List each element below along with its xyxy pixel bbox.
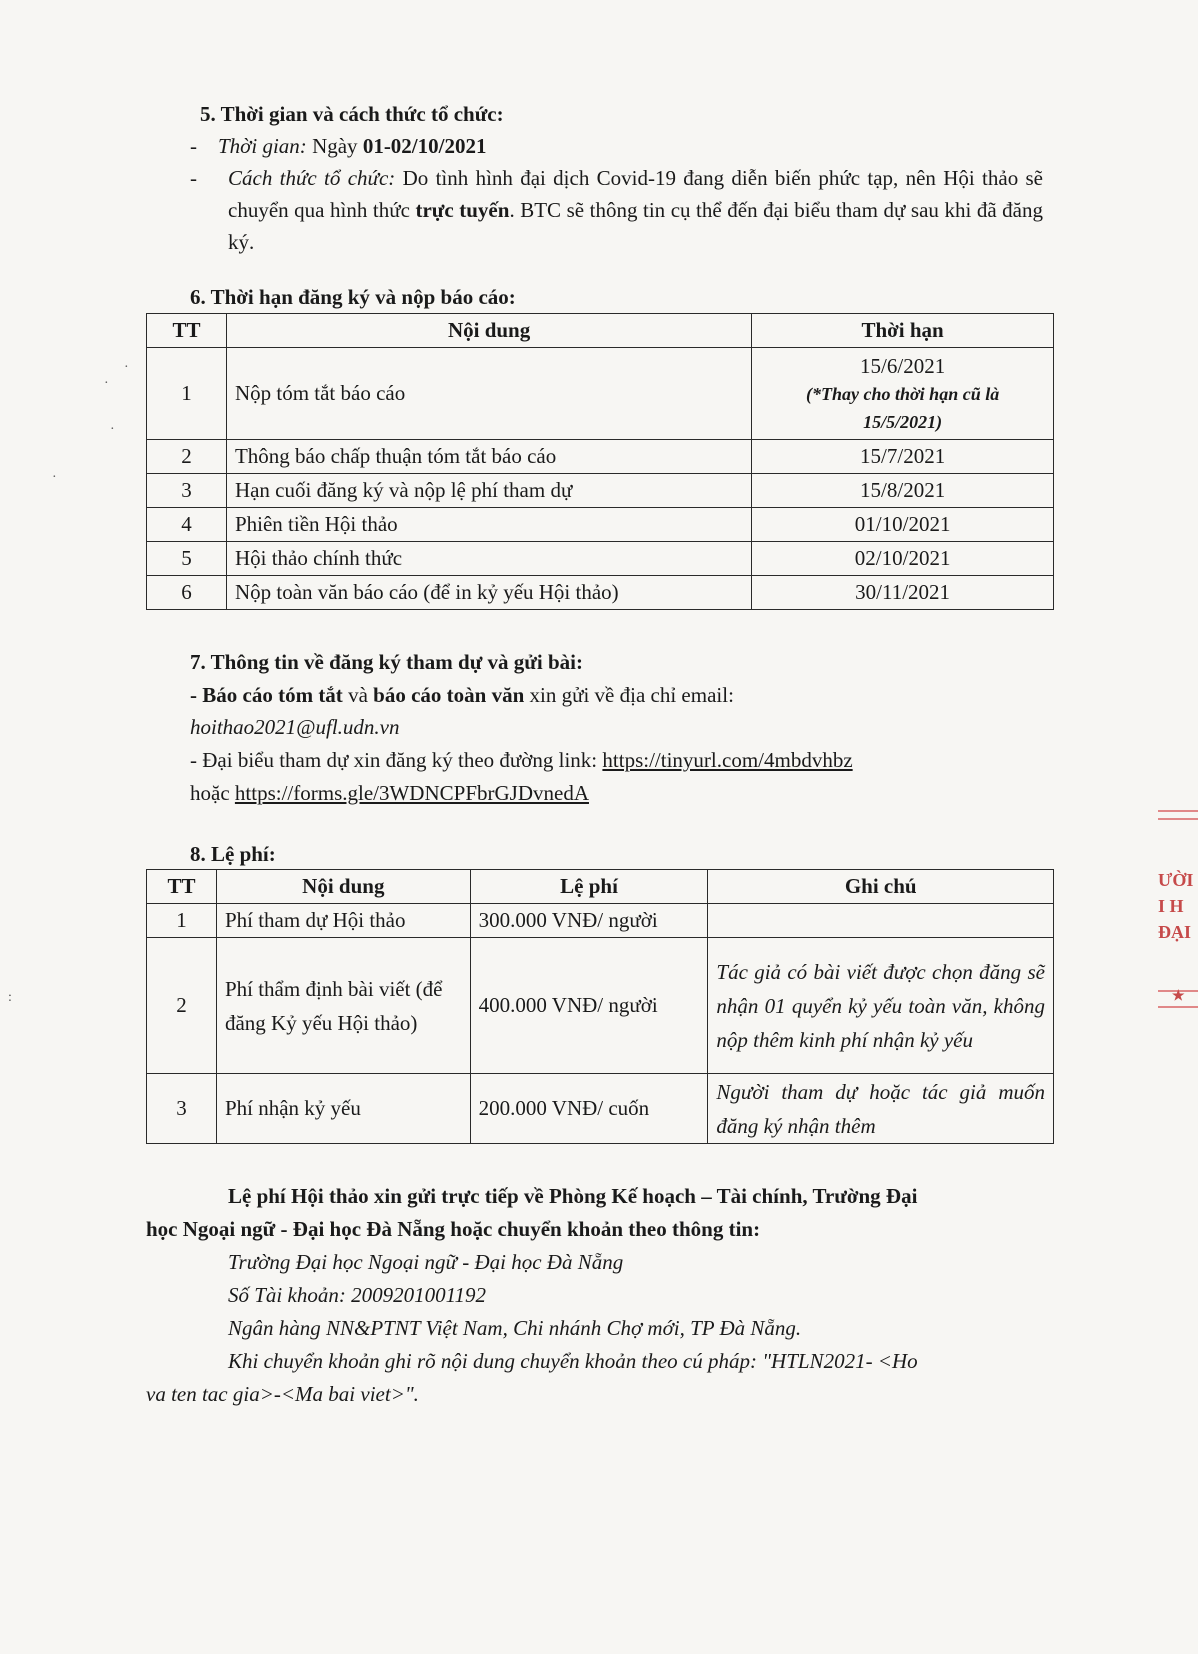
or-text: hoặc bbox=[190, 781, 235, 805]
row-content: Thông báo chấp thuận tóm tắt báo cáo bbox=[226, 440, 751, 474]
fee-note: Người tham dự hoặc tác giả muốn đăng ký nhận thêm bbox=[708, 1074, 1054, 1144]
section-6-heading: 6. Thời hạn đăng ký và nộp báo cáo: bbox=[190, 285, 516, 309]
header-tt: TT bbox=[147, 314, 227, 348]
time-prefix: Ngày bbox=[312, 134, 358, 158]
registration-text: - Đại biểu tham dự xin đăng ký theo đường link: bbox=[190, 748, 603, 772]
time-line bbox=[190, 130, 486, 162]
scan-speck: · bbox=[124, 360, 129, 375]
table-row bbox=[147, 440, 1054, 474]
transfer-syntax-2: va ten tac gia>-<Ma bai viet>". bbox=[146, 1382, 419, 1406]
and-text: và bbox=[342, 683, 374, 707]
method-text-2: . BTC sẽ thông tin cụ thể đến đại biểu tham dự sau khi đã đăng ký. bbox=[228, 198, 1043, 254]
row-deadline: 15/7/2021 bbox=[752, 440, 1054, 474]
bank-name: Ngân hàng NN&PTNT Việt Nam, Chi nhánh Chợ mới, TP Đà Nẵng. bbox=[228, 1316, 802, 1340]
table-row bbox=[147, 474, 1054, 508]
method-bold: trực tuyến bbox=[415, 198, 510, 222]
bullet-dash: - bbox=[190, 134, 218, 158]
table-row bbox=[147, 508, 1054, 542]
fee-tt: 2 bbox=[147, 938, 217, 1074]
row-deadline: 01/10/2021 bbox=[752, 508, 1054, 542]
fee-header-note: Ghi chú bbox=[708, 870, 1054, 904]
email-address[interactable]: hoithao2021@ufl.udn.vn bbox=[190, 715, 400, 739]
row-deadline: 15/8/2021 bbox=[752, 474, 1054, 508]
deadline-note: (*Thay cho thời hạn cũ là 15/5/2021) bbox=[806, 383, 1000, 432]
row-content: Nộp tóm tắt báo cáo bbox=[226, 348, 751, 440]
table-row bbox=[147, 542, 1054, 576]
scan-speck: · bbox=[52, 470, 57, 485]
alt-link-line bbox=[190, 777, 589, 809]
time-value: 01-02/10/2021 bbox=[362, 134, 487, 158]
submission-rest: xin gửi về địa chỉ email: bbox=[524, 683, 734, 707]
fee-row bbox=[147, 938, 1054, 1074]
scan-speck: · bbox=[110, 422, 115, 437]
method-text-1: Do tình hình đại dịch Covid-19 đang diễn biến phức tạp, nên Hội thảo sẽ chuyển qua hình thức bbox=[228, 166, 1043, 222]
section-5-heading: 5. Thời gian và cách thức tổ chức: bbox=[200, 102, 504, 126]
fee-amount: 200.000 VNĐ/ cuốn bbox=[470, 1074, 708, 1144]
stamp-border bbox=[1158, 1006, 1198, 1008]
row-deadline-cell bbox=[752, 348, 1054, 440]
stamp-text: ƯỜI bbox=[1158, 870, 1194, 890]
row-tt: 3 bbox=[147, 474, 227, 508]
row-tt: 4 bbox=[147, 508, 227, 542]
row-content: Hội thảo chính thức bbox=[226, 542, 751, 576]
fee-note: Tác giả có bài viết được chọn đăng sẽ nhận 01 quyển kỷ yếu toàn văn, không nộp thêm kinh phí nhận kỷ yếu bbox=[708, 938, 1054, 1074]
table-header-row bbox=[147, 314, 1054, 348]
fullpaper-bold: báo cáo toàn văn bbox=[373, 683, 525, 707]
fee-content: Phí thẩm định bài viết (để đăng Kỷ yếu Hội thảo) bbox=[216, 938, 470, 1074]
fee-tt: 1 bbox=[147, 904, 217, 938]
table-row bbox=[147, 348, 1054, 440]
fee-note bbox=[708, 904, 1054, 938]
row-deadline: 02/10/2021 bbox=[752, 542, 1054, 576]
payment-intro-2: học Ngoại ngữ - Đại học Đà Nẵng hoặc chuyển khoản theo thông tin: bbox=[146, 1217, 761, 1241]
fee-tt: 3 bbox=[147, 1074, 217, 1144]
registration-line bbox=[190, 744, 853, 776]
fee-header-fee: Lệ phí bbox=[470, 870, 708, 904]
row-deadline: 30/11/2021 bbox=[752, 576, 1054, 610]
scan-speck: : bbox=[8, 990, 12, 1005]
fee-row bbox=[147, 904, 1054, 938]
section-7-heading: 7. Thông tin về đăng ký tham dự và gửi bài: bbox=[190, 650, 583, 674]
header-content: Nội dung bbox=[226, 314, 751, 348]
stamp-border bbox=[1158, 810, 1198, 812]
fee-content: Phí tham dự Hội thảo bbox=[216, 904, 470, 938]
fee-header-content: Nội dung bbox=[216, 870, 470, 904]
stamp-text: I H bbox=[1158, 896, 1184, 916]
payment-intro-1: Lệ phí Hội thảo xin gửi trực tiếp về Phòng Kế hoạch – Tài chính, Trường Đại bbox=[228, 1184, 918, 1208]
section-8-heading: 8. Lệ phí: bbox=[190, 842, 276, 866]
account-number: Số Tài khoản: 2009201001192 bbox=[228, 1283, 487, 1307]
row-tt: 6 bbox=[147, 576, 227, 610]
dash: - bbox=[190, 683, 203, 707]
submission-line bbox=[190, 679, 734, 711]
star-icon: ★ bbox=[1172, 989, 1185, 1004]
deadline-table bbox=[146, 313, 1054, 610]
fee-amount: 400.000 VNĐ/ người bbox=[470, 938, 708, 1074]
fee-table bbox=[146, 869, 1054, 1144]
table-row bbox=[147, 576, 1054, 610]
school-name: Trường Đại học Ngoại ngữ - Đại học Đà Nẵng bbox=[228, 1250, 624, 1274]
fee-amount: 300.000 VNĐ/ người bbox=[470, 904, 708, 938]
forms-link[interactable]: https://forms.gle/3WDNCPFbrGJDvnedA bbox=[234, 781, 589, 805]
transfer-syntax-1: Khi chuyển khoản ghi rõ nội dung chuyển khoản theo cú pháp: "HTLN2021- <Ho bbox=[228, 1349, 918, 1373]
method-label: Cách thức tổ chức: bbox=[228, 166, 396, 190]
row-tt: 5 bbox=[147, 542, 227, 576]
method-paragraph bbox=[228, 162, 1043, 258]
row-content: Nộp toàn văn báo cáo (để in kỷ yếu Hội thảo) bbox=[226, 576, 751, 610]
header-deadline: Thời hạn bbox=[752, 314, 1054, 348]
scan-speck: · bbox=[104, 376, 109, 391]
row-content: Hạn cuối đăng ký và nộp lệ phí tham dự bbox=[226, 474, 751, 508]
stamp-border bbox=[1158, 818, 1198, 820]
fee-row bbox=[147, 1074, 1054, 1144]
row-tt: 1 bbox=[147, 348, 227, 440]
abstract-bold: Báo cáo tóm tắt bbox=[202, 683, 343, 707]
row-content: Phiên tiền Hội thảo bbox=[226, 508, 751, 542]
fee-content: Phí nhận kỷ yếu bbox=[216, 1074, 470, 1144]
red-stamp bbox=[1150, 810, 1198, 1010]
row-deadline: 15/6/2021 bbox=[860, 353, 946, 378]
tinyurl-link[interactable]: https://tinyurl.com/4mbdvhbz bbox=[602, 748, 853, 772]
row-tt: 2 bbox=[147, 440, 227, 474]
stamp-text: ĐẠI bbox=[1158, 922, 1192, 942]
bullet-dash: - bbox=[190, 166, 197, 190]
fee-header-row bbox=[147, 870, 1054, 904]
time-label: Thời gian: bbox=[218, 134, 307, 158]
fee-header-tt: TT bbox=[147, 870, 217, 904]
